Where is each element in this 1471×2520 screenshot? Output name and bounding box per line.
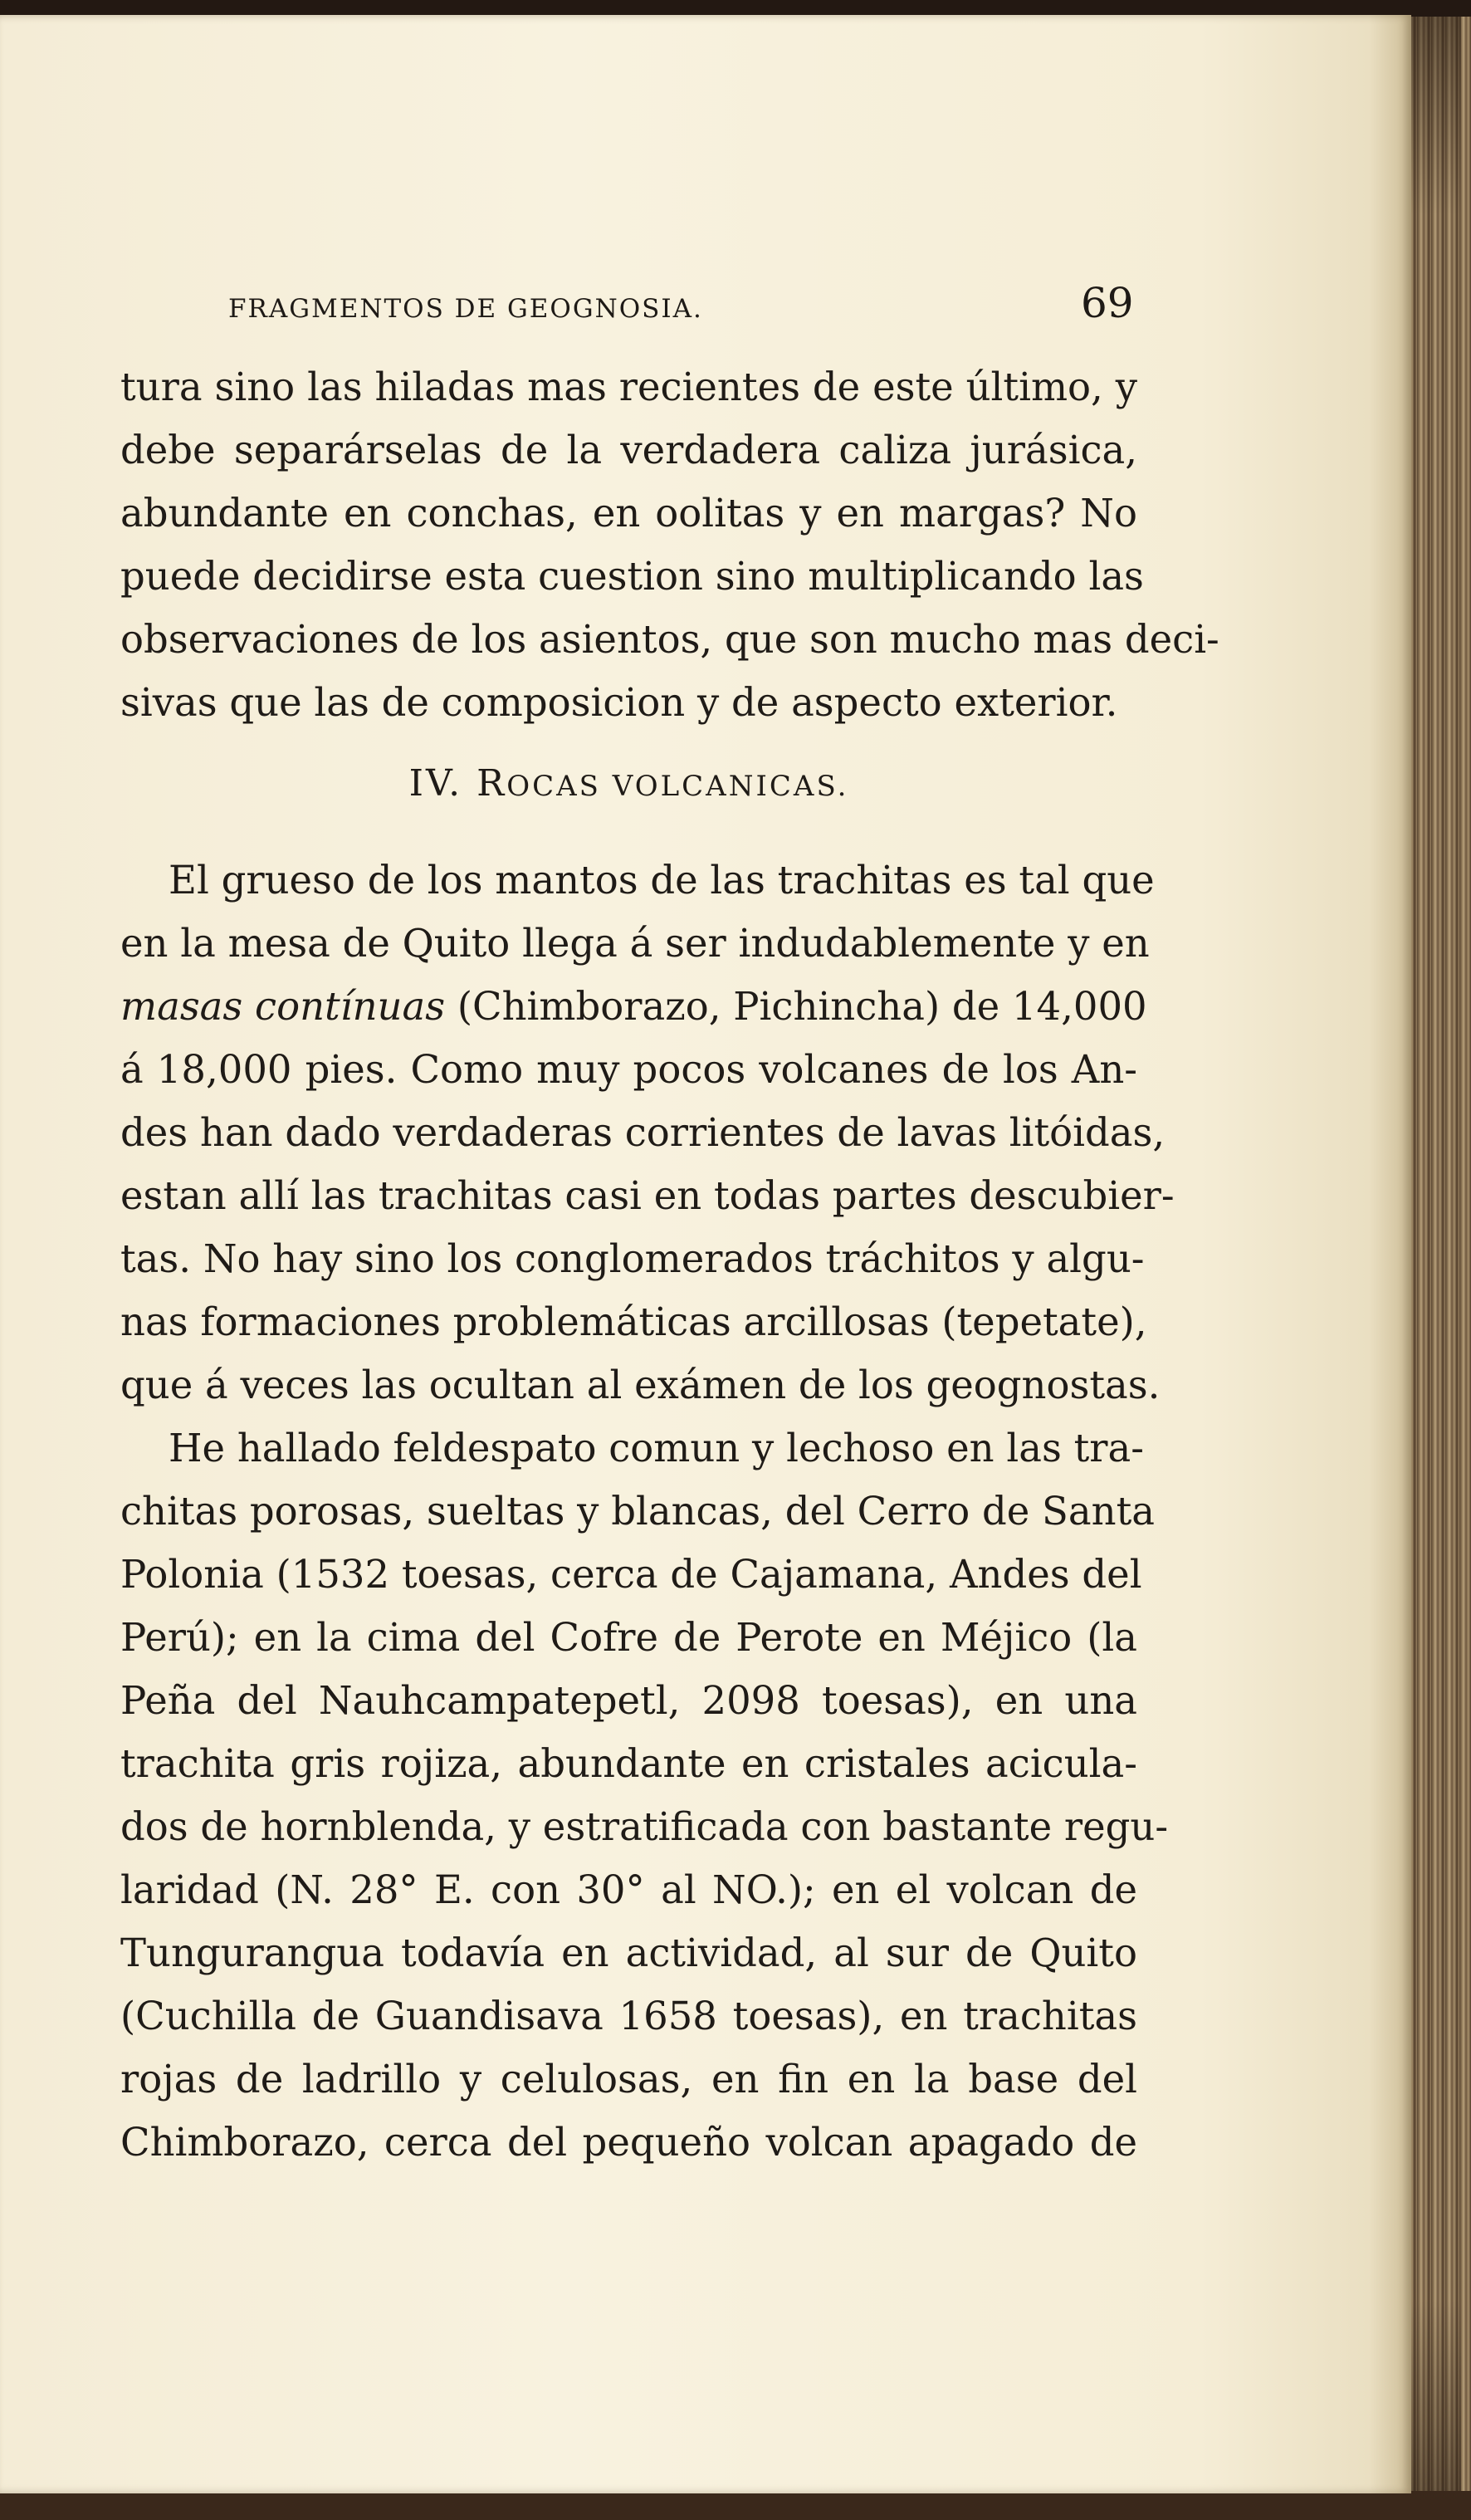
text-line: estan allí las trachitas casi en todas partes descubier- — [120, 1173, 1175, 1218]
text-line: trachita gris rojiza, abundante en cristales acicula- — [120, 1741, 1137, 1786]
running-head: FRAGMENTOS DE GEOGNOSIA. — [228, 294, 703, 324]
section-title-rest: OCAS VOLCANICAS. — [506, 770, 849, 803]
text-line: que á veces las ocultan al exámen de los geognostas. — [120, 1363, 1161, 1407]
text-line: des han dado verdaderas corrientes de lavas litóidas, — [120, 1110, 1166, 1155]
text-line: Polonia (1532 toesas, cerca de Cajamana, Andes del — [120, 1552, 1142, 1597]
text-line: observaciones de los asientos, que son mucho mas deci- — [120, 617, 1219, 662]
italic-phrase: masas contínuas — [120, 984, 446, 1029]
section-heading — [120, 734, 1137, 834]
text-line: á 18,000 pies. Como muy pocos volcanes de los An- — [120, 1047, 1137, 1092]
text-line: Tungurangua todavía en actividad, al sur de Quito — [120, 1930, 1137, 1975]
text-line: debe separárselas de la verdadera caliza jurásica, — [120, 428, 1137, 472]
text-line: chitas porosas, sueltas y blancas, del Cerro de Santa — [120, 1489, 1155, 1534]
text-line — [120, 975, 1147, 1038]
text-line: Chimborazo, cerca del pequeño volcan apagado de — [120, 2120, 1137, 2165]
text-line: (Cuchilla de Guandisava 1658 toesas), en trachitas — [120, 1994, 1137, 2038]
section-numeral: IV. — [408, 762, 463, 805]
section-initial: R — [476, 762, 507, 805]
text-span: (Chimborazo, Pichincha) de 14,000 — [445, 984, 1147, 1029]
text-line: tas. No hay sino los conglomerados tráchitos y algu- — [120, 1236, 1145, 1281]
page-number: 69 — [1081, 279, 1134, 327]
text-line: laridad (N. 28° E. con 30° al NO.); en el volcan de — [120, 1867, 1137, 1912]
text-line: tura sino las hiladas mas recientes de este último, y — [120, 365, 1137, 409]
text-line: dos de hornblenda, y estratificada con bastante regu- — [120, 1804, 1169, 1849]
text-line: He hallado feldespato comun y lechoso en las tra- — [169, 1426, 1144, 1470]
text-line: rojas de ladrillo y celulosas, en fin en la base del — [120, 2057, 1137, 2102]
book-page — [0, 15, 1411, 2493]
text-line: Perú); en la cima del Cofre de Perote en Méjico (la — [120, 1615, 1137, 1660]
book-page-edges — [1403, 17, 1471, 2499]
text-line: abundante en conchas, en oolitas y en margas? No — [120, 491, 1137, 536]
text-line: puede decidirse esta cuestion sino multiplicando las — [120, 554, 1144, 599]
text-line: nas formaciones problemáticas arcillosas (tepetate), — [120, 1299, 1147, 1344]
scan-border-bottom — [0, 2491, 1471, 2520]
text-line: Peña del Nauhcampatepetl, 2098 toesas), en una — [120, 1678, 1137, 1723]
text-line: en la mesa de Quito llega á ser indudablemente y en — [120, 921, 1150, 966]
text-line: El grueso de los mantos de las trachitas es tal que — [169, 858, 1155, 903]
body-text — [120, 355, 1219, 2174]
text-line: sivas que las de composicion y de aspecto exterior. — [120, 680, 1118, 725]
